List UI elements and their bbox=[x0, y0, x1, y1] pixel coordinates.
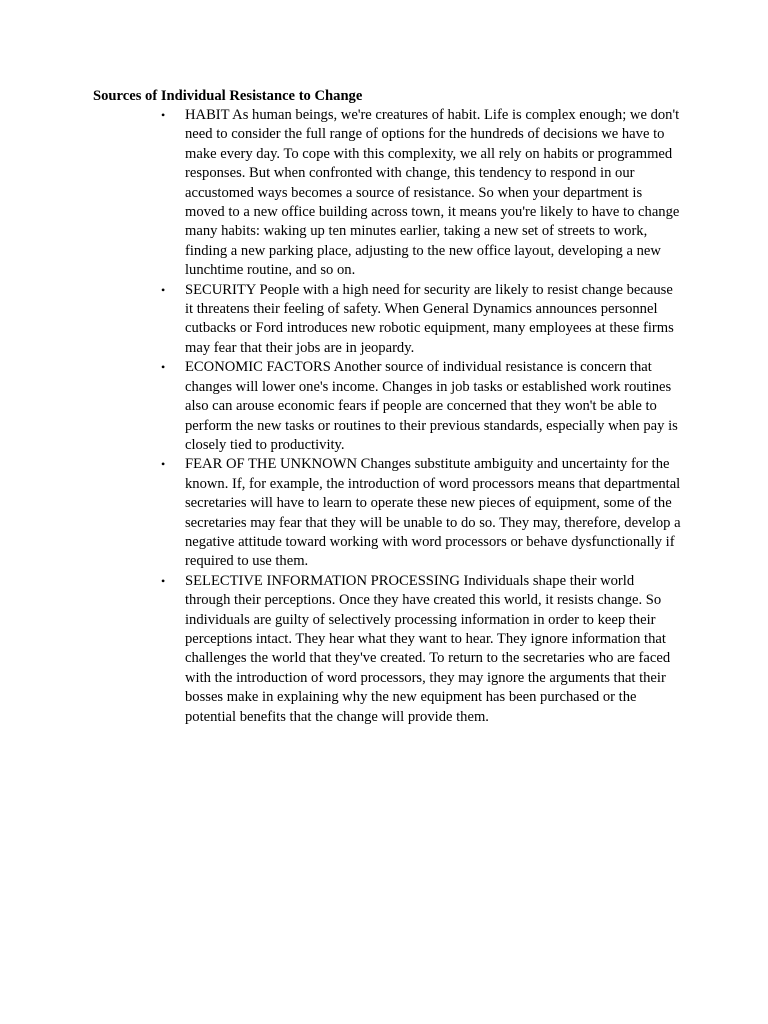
bullet-list bbox=[161, 106, 681, 727]
list-item-selective-information-processing bbox=[161, 572, 681, 727]
bullet-icon: • bbox=[161, 282, 166, 297]
bullet-icon: • bbox=[161, 360, 166, 375]
list-item-fear-of-unknown bbox=[161, 455, 681, 571]
list-item-habit bbox=[161, 106, 681, 281]
list-item-security bbox=[161, 281, 681, 359]
list-item-economic-factors bbox=[161, 358, 681, 455]
list-item-text: SECURITY People with a high need for security are likely to resist change because it threatens their feeling of safety. When General Dynamics announces personnel cutbacks or Ford introduces new robotic equipment, many employees at these firms may fear that their jobs are in jeopardy. bbox=[185, 281, 674, 356]
bullet-icon: • bbox=[161, 573, 166, 588]
bullet-icon: • bbox=[161, 108, 166, 122]
list-item-text: ECONOMIC FACTORS Another source of individual resistance is concern that changes will lower one's income. Changes in job tasks or established work routines also can arouse economic fears if people are concerned that they won't be able to perform the new tasks or routines to their previous standards, especially when pay is closely tied to productivity. bbox=[185, 359, 678, 453]
list-item-text: HABIT As human beings, we're creatures of habit. Life is complex enough; we don't need to consider the full range of options for the hundreds of decisions we have to make every day. To cope with this complexity, we all rely on habits or programmed responses. But when confronted with change, this tendency to respond in our accustomed ways becomes a source of resistance. So when your department is moved to a new office building across town, it means you're likely to have to change many habits: waking up ten minutes earlier, taking a new set of streets to work, finding a new parking place, adjusting to the new office layout, developing a new lunchtime routine, and so on. bbox=[185, 107, 680, 279]
bullet-icon: • bbox=[161, 457, 166, 472]
list-item-text: FEAR OF THE UNKNOWN Changes substitute ambiguity and uncertainty for the known. If, for example, the introduction of word processors means that departmental secretaries will have to learn to operate these new pieces of equipment, some of the secretaries may fear that they will be unable to do so. They may, therefore, develop a negative attitude toward working with word processors or behave dysfunctionally if required to use them. bbox=[185, 456, 681, 570]
list-item-text: SELECTIVE INFORMATION PROCESSING Individuals shape their world through their perceptions. Once they have created this world, it resists change. So individuals are guilty of selectively processing information in order to keep their perceptions intact. They hear what they want to hear. They ignore information that challenges the world that they've created. To return to the secretaries who are faced with the introduction of word processors, they may ignore the arguments that their bosses make in explaining why the new equipment has been purchased or the potential benefits that the change will provide them. bbox=[185, 572, 671, 725]
document-title: Sources of Individual Resistance to Change bbox=[93, 88, 363, 104]
